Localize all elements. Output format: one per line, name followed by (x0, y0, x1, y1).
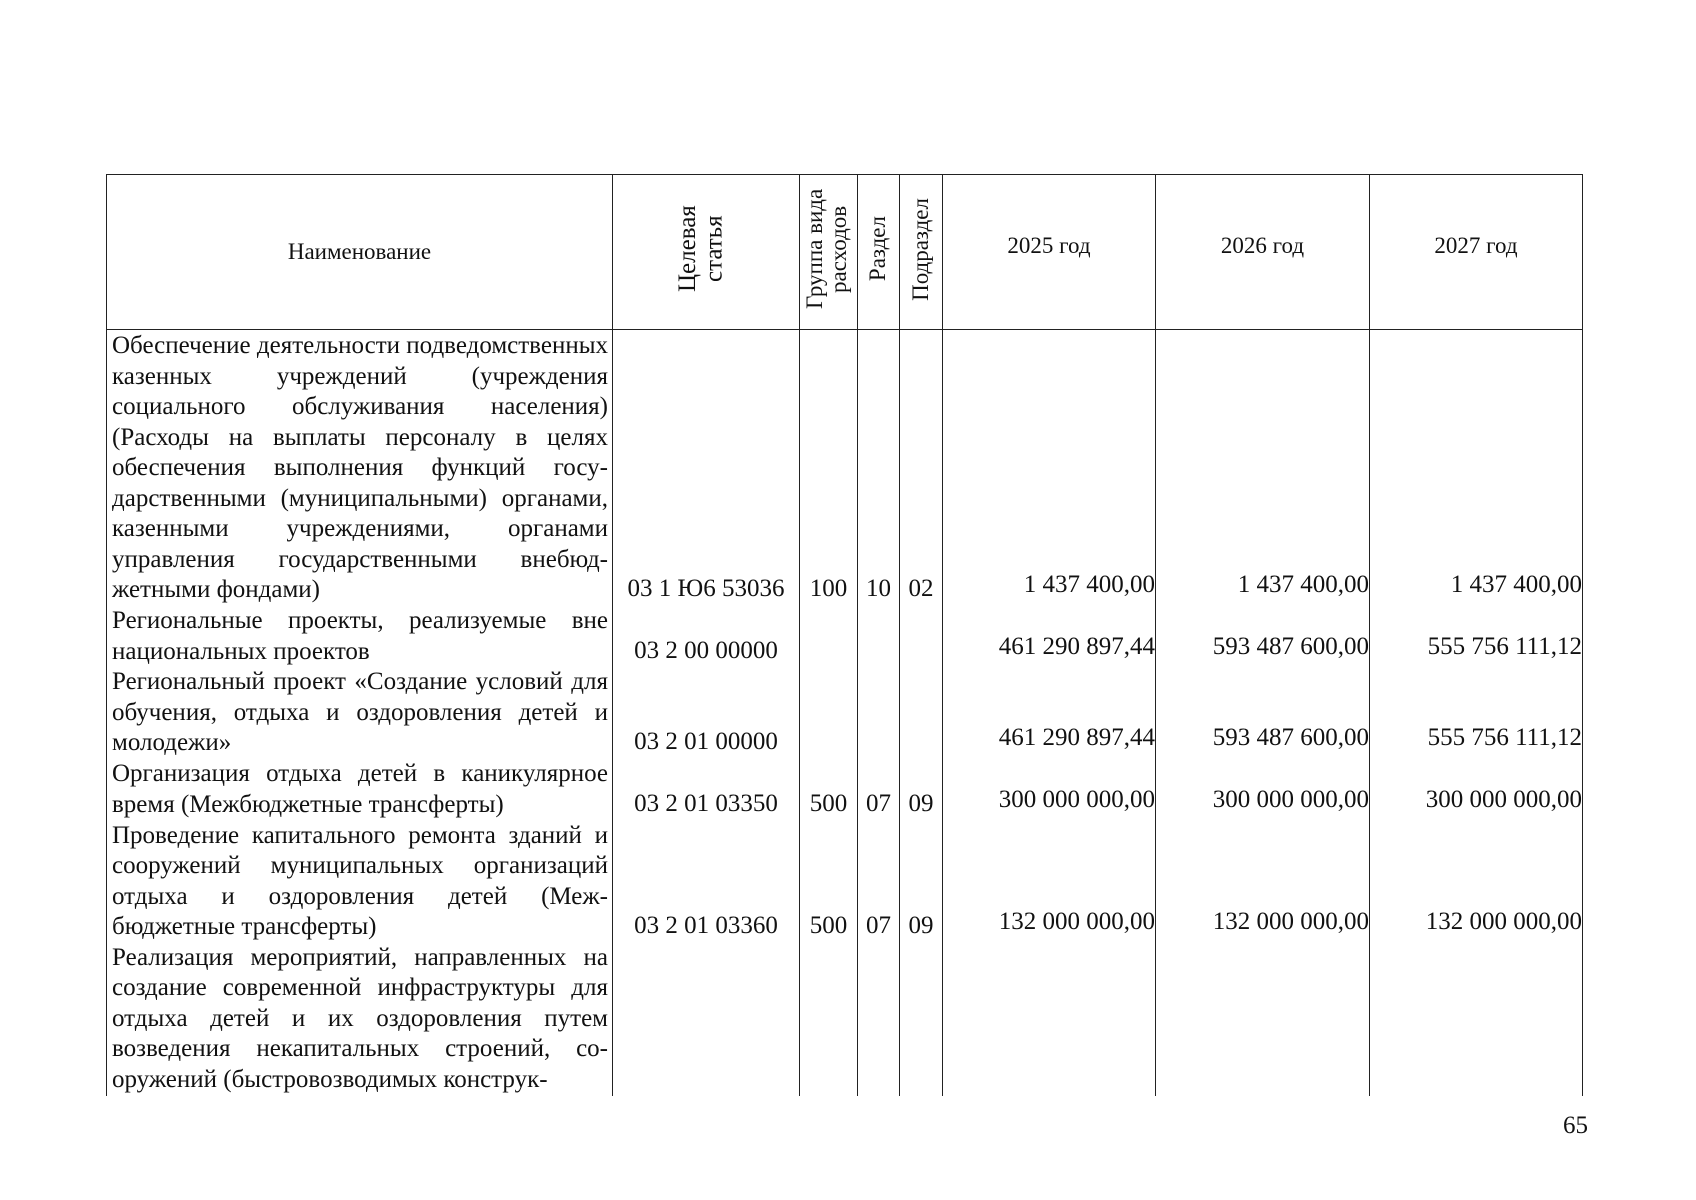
header-section-label: Раздел (865, 216, 891, 282)
row-expense-group: 500 (800, 820, 858, 943)
header-subsection-label: Подраздел (907, 197, 933, 301)
row-section: 07 (858, 759, 900, 820)
table-header-row (107, 175, 1583, 330)
header-2027 (1370, 175, 1583, 330)
header-expense-group-label: Группа вида расходов (801, 188, 851, 310)
row-2027: 300 000 000,00 (1370, 759, 1583, 820)
row-target-article (613, 943, 800, 1096)
header-2025-label: 2025 год (1007, 233, 1091, 258)
row-2027: 132 000 000,00 (1370, 820, 1583, 943)
row-2025: 461 290 897,44 (943, 667, 1156, 759)
row-name: Обеспечение деятельности подведомственных казенных учреждений (учреждения социального обслуживания населения) (Расходы на выплаты персоналу в целях обеспечения выполнения функций государственными (муниципальными) органами, казенными учреждениями, органами управления государственными внебюджетными фондами) (107, 330, 613, 606)
row-subsection (900, 943, 943, 1096)
header-expense-group (800, 175, 858, 330)
row-2027 (1370, 943, 1583, 1096)
row-target-article: 03 1 Ю6 53036 (613, 330, 800, 606)
row-2026: 1 437 400,00 (1156, 330, 1370, 606)
row-target-article: 03 2 01 03350 (613, 759, 800, 820)
row-subsection: 09 (900, 820, 943, 943)
row-name: Проведение капитального ремонта зданий и сооружений муниципальных организаций отдыха и оздоровления детей (Межбюджетные трансферты) (107, 820, 613, 943)
row-target-article: 03 2 01 03360 (613, 820, 800, 943)
header-2026-label: 2026 год (1220, 233, 1305, 258)
header-name (107, 175, 613, 330)
page-number: 65 (1563, 1112, 1588, 1139)
row-2025: 461 290 897,44 (943, 606, 1156, 667)
budget-table (106, 174, 1583, 1096)
row-expense-group: 100 (800, 330, 858, 606)
row-name: Региональные проекты, реализуемые вне национальных проектов (107, 606, 613, 667)
row-subsection (900, 667, 943, 759)
row-2027: 555 756 111,12 (1370, 606, 1583, 667)
row-2026 (1156, 943, 1370, 1096)
row-2026: 132 000 000,00 (1156, 820, 1370, 943)
header-target-article (613, 175, 800, 330)
row-expense-group (800, 943, 858, 1096)
row-subsection (900, 606, 943, 667)
row-section: 10 (858, 330, 900, 606)
header-2026 (1156, 175, 1370, 330)
row-2025 (943, 943, 1156, 1096)
row-expense-group (800, 667, 858, 759)
row-name: Реализация мероприятий, направленных на создание современной инфраструктуры для отдыха детей и их оздоровления путем возведения некапитальных строений, сооружений (быстровозводимых конструк- (107, 943, 613, 1096)
row-expense-group: 500 (800, 759, 858, 820)
row-2027: 555 756 111,12 (1370, 667, 1583, 759)
row-name: Организация отдыха детей в каникулярное время (Межбюджетные трансферты) (107, 759, 613, 820)
header-2025 (943, 175, 1156, 330)
row-2027: 1 437 400,00 (1370, 330, 1583, 606)
header-subsection (900, 175, 943, 330)
row-section (858, 606, 900, 667)
header-name-label: Наименование (287, 239, 432, 264)
row-2026: 300 000 000,00 (1156, 759, 1370, 820)
row-2025: 300 000 000,00 (943, 759, 1156, 820)
header-section (858, 175, 900, 330)
table-row (107, 943, 1583, 1096)
table-row (107, 759, 1583, 820)
row-2025: 132 000 000,00 (943, 820, 1156, 943)
table-row (107, 820, 1583, 943)
row-section: 07 (858, 820, 900, 943)
row-2026: 593 487 600,00 (1156, 606, 1370, 667)
table-row (107, 667, 1583, 759)
row-target-article: 03 2 01 00000 (613, 667, 800, 759)
row-section (858, 943, 900, 1096)
row-subsection: 02 (900, 330, 943, 606)
row-name: Региональный проект «Создание условий для обучения, отдыха и оздоровления детей и молодежи» (107, 667, 613, 759)
row-2025: 1 437 400,00 (943, 330, 1156, 606)
table-row (107, 606, 1583, 667)
header-2027-label: 2027 год (1434, 233, 1518, 258)
table-row (107, 330, 1583, 606)
row-2026: 593 487 600,00 (1156, 667, 1370, 759)
row-subsection: 09 (900, 759, 943, 820)
header-target-article-label: Целевая статья (674, 205, 728, 293)
row-section (858, 667, 900, 759)
row-expense-group (800, 606, 858, 667)
row-target-article: 03 2 00 00000 (613, 606, 800, 667)
